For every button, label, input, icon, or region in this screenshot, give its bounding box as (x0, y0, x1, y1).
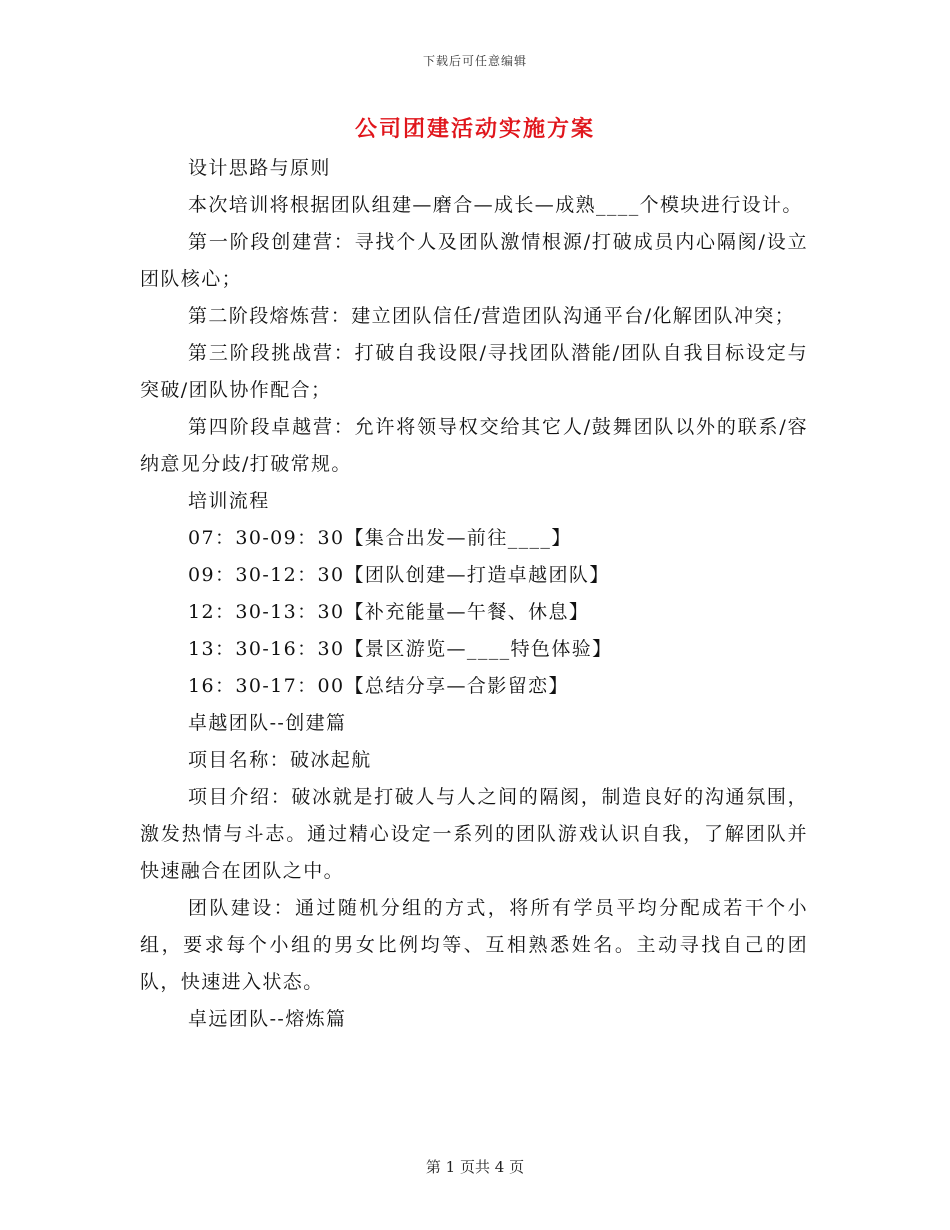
paragraph-stage-4: 第四阶段卓越营：允许将领导权交给其它人/鼓舞团队以外的联系/容纳意见分歧/打破常规。 (140, 416, 808, 475)
paragraph-stage-3: 第三阶段挑战营：打破自我设限/寻找团队潜能/团队自我目标设定与突破/团队协作配合； (140, 342, 808, 401)
team-building: 团队建设：通过随机分组的方式，将所有学员平均分配成若干个小组，要求每个小组的男女比例均等、互相熟悉姓名。主动寻找自己的团队，快速进入状态。 (140, 897, 808, 993)
schedule-item-4: 13：30-16：30【景区游览—____特色体验】 (188, 638, 613, 660)
section-heading-create: 卓越团队--创建篇 (188, 712, 347, 734)
section-heading-process: 培训流程 (188, 490, 270, 512)
paragraph-stage-1: 第一阶段创建营：寻找个人及团队激情根源/打破成员内心隔阂/设立团队核心； (140, 231, 808, 290)
paragraph-intro: 本次培训将根据团队组建—磨合—成长—成熟____个模块进行设计。 (188, 194, 803, 216)
section-heading-forge: 卓远团队--熔炼篇 (188, 1008, 347, 1030)
page-header: 下载后可任意编辑 (422, 54, 527, 68)
project-name: 项目名称：破冰起航 (188, 749, 372, 771)
project-intro: 项目介绍：破冰就是打破人与人之间的隔阂，制造良好的沟通氛围，激发热情与斗志。通过精心设定一系列的团队游戏认识自我，了解团队并快速融合在团队之中。 (140, 786, 808, 882)
schedule-item-3: 12：30-13：30【补充能量—午餐、休息】 (188, 601, 590, 623)
document-title: 公司团建活动实施方案 (354, 116, 595, 142)
schedule-item-1: 07：30-09：30【集合出发—前往____】 (188, 527, 572, 549)
paragraph-stage-2: 第二阶段熔炼营：建立团队信任/营造团队沟通平台/化解团队冲突； (188, 305, 796, 327)
document-body (140, 150, 808, 1038)
page-footer: 第 1 页共 4 页 (425, 1158, 525, 1176)
section-heading-design: 设计思路与原则 (188, 157, 331, 179)
schedule-item-2: 09：30-12：30【团队创建—打造卓越团队】 (188, 564, 610, 586)
schedule-item-5: 16：30-17：00【总结分享—合影留恋】 (188, 675, 569, 697)
